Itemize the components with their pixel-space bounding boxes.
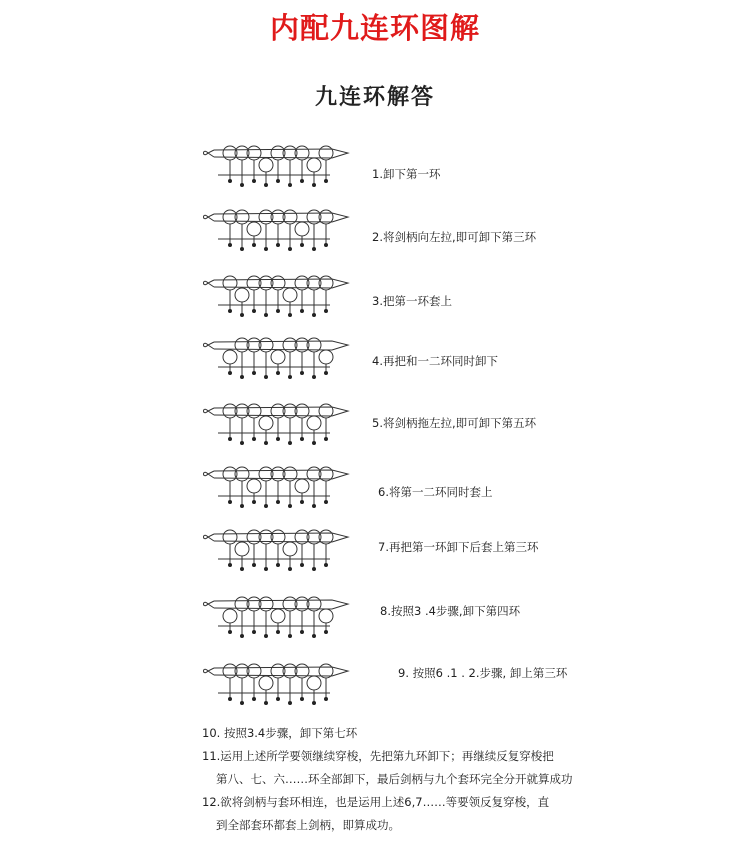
step-3-diagram — [200, 265, 370, 335]
step-8-diagram — [200, 586, 370, 656]
post-knob — [300, 371, 304, 375]
post-knob — [240, 375, 244, 379]
post-knob — [276, 500, 280, 504]
post-knob — [252, 243, 256, 247]
handle-bow — [204, 150, 215, 157]
post-knob — [288, 701, 292, 705]
post-knob — [300, 243, 304, 247]
step-1 — [200, 135, 740, 205]
handle-bow — [204, 534, 215, 541]
ring — [271, 350, 285, 364]
post-knob — [252, 371, 256, 375]
step-5 — [200, 393, 740, 463]
step-9-caption: 9. 按照6 .1 . 2.步骤, 卸上第三环 — [398, 666, 568, 680]
post-knob — [264, 567, 268, 571]
post-knob — [288, 567, 292, 571]
post-knob — [228, 630, 232, 634]
post-knob — [252, 563, 256, 567]
post-knob — [240, 247, 244, 251]
post-knob — [312, 567, 316, 571]
step-2 — [200, 199, 740, 269]
post-knob — [228, 243, 232, 247]
post-knob — [324, 630, 328, 634]
step-3 — [200, 265, 740, 335]
post-knob — [252, 630, 256, 634]
post-knob — [324, 309, 328, 313]
post-knob — [324, 500, 328, 504]
post-knob — [228, 563, 232, 567]
post-knob — [264, 313, 268, 317]
post-knob — [300, 500, 304, 504]
sword-blade — [214, 600, 348, 609]
post-knob — [300, 697, 304, 701]
post-knob — [312, 504, 316, 508]
post-knob — [324, 437, 328, 441]
ring — [319, 350, 333, 364]
post-knob — [312, 441, 316, 445]
ring — [307, 416, 321, 430]
sword-blade — [214, 213, 348, 222]
post-knob — [264, 375, 268, 379]
step-8-caption: 8.按照3 .4步骤,卸下第四环 — [380, 604, 521, 618]
post-knob — [240, 504, 244, 508]
sword-blade — [214, 533, 348, 542]
ring — [271, 609, 285, 623]
post-knob — [312, 634, 316, 638]
banner-title: 内配九连环图解 — [269, 11, 480, 45]
post-knob — [312, 313, 316, 317]
note-10: 10. 按照3.4步骤，卸下第七环 — [202, 726, 358, 740]
handle-bow — [204, 601, 215, 608]
post-knob — [324, 243, 328, 247]
post-knob — [264, 634, 268, 638]
sword-blade — [214, 279, 348, 288]
sword-blade — [214, 341, 348, 350]
post-knob — [276, 563, 280, 567]
post-knob — [228, 697, 232, 701]
post-knob — [288, 247, 292, 251]
step-8 — [200, 586, 740, 656]
post-knob — [276, 697, 280, 701]
ring — [307, 158, 321, 172]
post-knob — [252, 179, 256, 183]
post-knob — [324, 179, 328, 183]
ring — [235, 288, 249, 302]
ring — [247, 479, 261, 493]
step-3-caption: 3.把第一环套上 — [372, 294, 452, 308]
post-knob — [264, 441, 268, 445]
ring — [259, 158, 273, 172]
post-knob — [300, 630, 304, 634]
step-6-diagram — [200, 456, 370, 526]
ring — [223, 530, 237, 544]
step-4-caption: 4.再把和一二环同时卸下 — [372, 354, 498, 368]
post-knob — [240, 567, 244, 571]
post-knob — [300, 437, 304, 441]
sword-blade — [214, 149, 348, 158]
handle-bow — [204, 342, 215, 349]
ring — [307, 676, 321, 690]
post-knob — [288, 375, 292, 379]
notes — [202, 722, 582, 837]
post-knob — [252, 437, 256, 441]
document-title: 九连环解答 — [314, 85, 435, 110]
post-knob — [264, 504, 268, 508]
post-knob — [288, 183, 292, 187]
post-knob — [276, 630, 280, 634]
post-knob — [324, 563, 328, 567]
sword-blade — [214, 407, 348, 416]
post-knob — [288, 313, 292, 317]
note-11-line-1: 11.运用上述所学要领继续穿梭，先把第九环卸下；再继续反复穿梭把 — [202, 749, 554, 763]
step-6-caption: 6.将第一二环同时套上 — [378, 485, 493, 499]
step-5-caption: 5.将剑柄拖左拉,即可卸下第五环 — [372, 416, 537, 430]
handle-bow — [204, 214, 215, 221]
post-knob — [264, 247, 268, 251]
post-knob — [300, 179, 304, 183]
ring — [259, 416, 273, 430]
post-knob — [288, 504, 292, 508]
post-knob — [276, 309, 280, 313]
step-7-diagram — [200, 519, 370, 589]
post-knob — [300, 563, 304, 567]
step-7-caption: 7.再把第一环卸下后套上第三环 — [378, 540, 539, 554]
post-knob — [240, 313, 244, 317]
ring — [247, 222, 261, 236]
note-12-line-2: 到全部套环都套上剑柄，即算成功。 — [216, 818, 400, 832]
post-knob — [240, 634, 244, 638]
ring — [223, 276, 237, 290]
step-9-diagram — [200, 653, 390, 723]
post-knob — [276, 179, 280, 183]
post-knob — [252, 309, 256, 313]
post-knob — [276, 437, 280, 441]
post-knob — [324, 697, 328, 701]
post-knob — [240, 701, 244, 705]
ring — [295, 222, 309, 236]
post-knob — [264, 183, 268, 187]
post-knob — [276, 243, 280, 247]
step-1-caption: 1.卸下第一环 — [372, 167, 441, 181]
post-knob — [252, 500, 256, 504]
post-knob — [288, 441, 292, 445]
ring — [283, 542, 297, 556]
step-2-diagram — [200, 199, 370, 269]
post-knob — [240, 441, 244, 445]
sword-blade — [214, 470, 348, 479]
ring — [259, 676, 273, 690]
note-11-line-2: 第八、七、六……环全部卸下，最后剑柄与九个套环完全分开就算成功 — [216, 772, 573, 786]
handle-bow — [204, 280, 215, 287]
post-knob — [276, 371, 280, 375]
post-knob — [228, 371, 232, 375]
post-knob — [324, 371, 328, 375]
ring — [295, 479, 309, 493]
handle-bow — [204, 668, 215, 675]
post-knob — [312, 701, 316, 705]
step-1-diagram — [200, 135, 370, 205]
post-knob — [312, 247, 316, 251]
step-6 — [200, 456, 740, 526]
step-4 — [200, 327, 740, 397]
post-knob — [228, 309, 232, 313]
step-4-diagram — [200, 327, 370, 397]
post-knob — [300, 309, 304, 313]
post-knob — [240, 183, 244, 187]
ring — [223, 350, 237, 364]
ring — [319, 609, 333, 623]
post-knob — [312, 375, 316, 379]
handle-bow — [204, 471, 215, 478]
post-knob — [252, 697, 256, 701]
step-2-caption: 2.将剑柄向左拉,即可卸下第三环 — [372, 230, 537, 244]
post-knob — [228, 500, 232, 504]
post-knob — [228, 437, 232, 441]
sword-blade — [214, 667, 348, 676]
step-7 — [200, 519, 740, 589]
ring — [235, 542, 249, 556]
post-knob — [228, 179, 232, 183]
post-knob — [264, 701, 268, 705]
note-12-line-1: 12.欲将剑柄与套环相连，也是运用上述6,7……等要领反复穿梭，直 — [202, 795, 550, 809]
ring — [223, 609, 237, 623]
post-knob — [288, 634, 292, 638]
step-5-diagram — [200, 393, 370, 463]
handle-bow — [204, 408, 215, 415]
ring — [283, 288, 297, 302]
step-9 — [200, 653, 740, 723]
post-knob — [312, 183, 316, 187]
